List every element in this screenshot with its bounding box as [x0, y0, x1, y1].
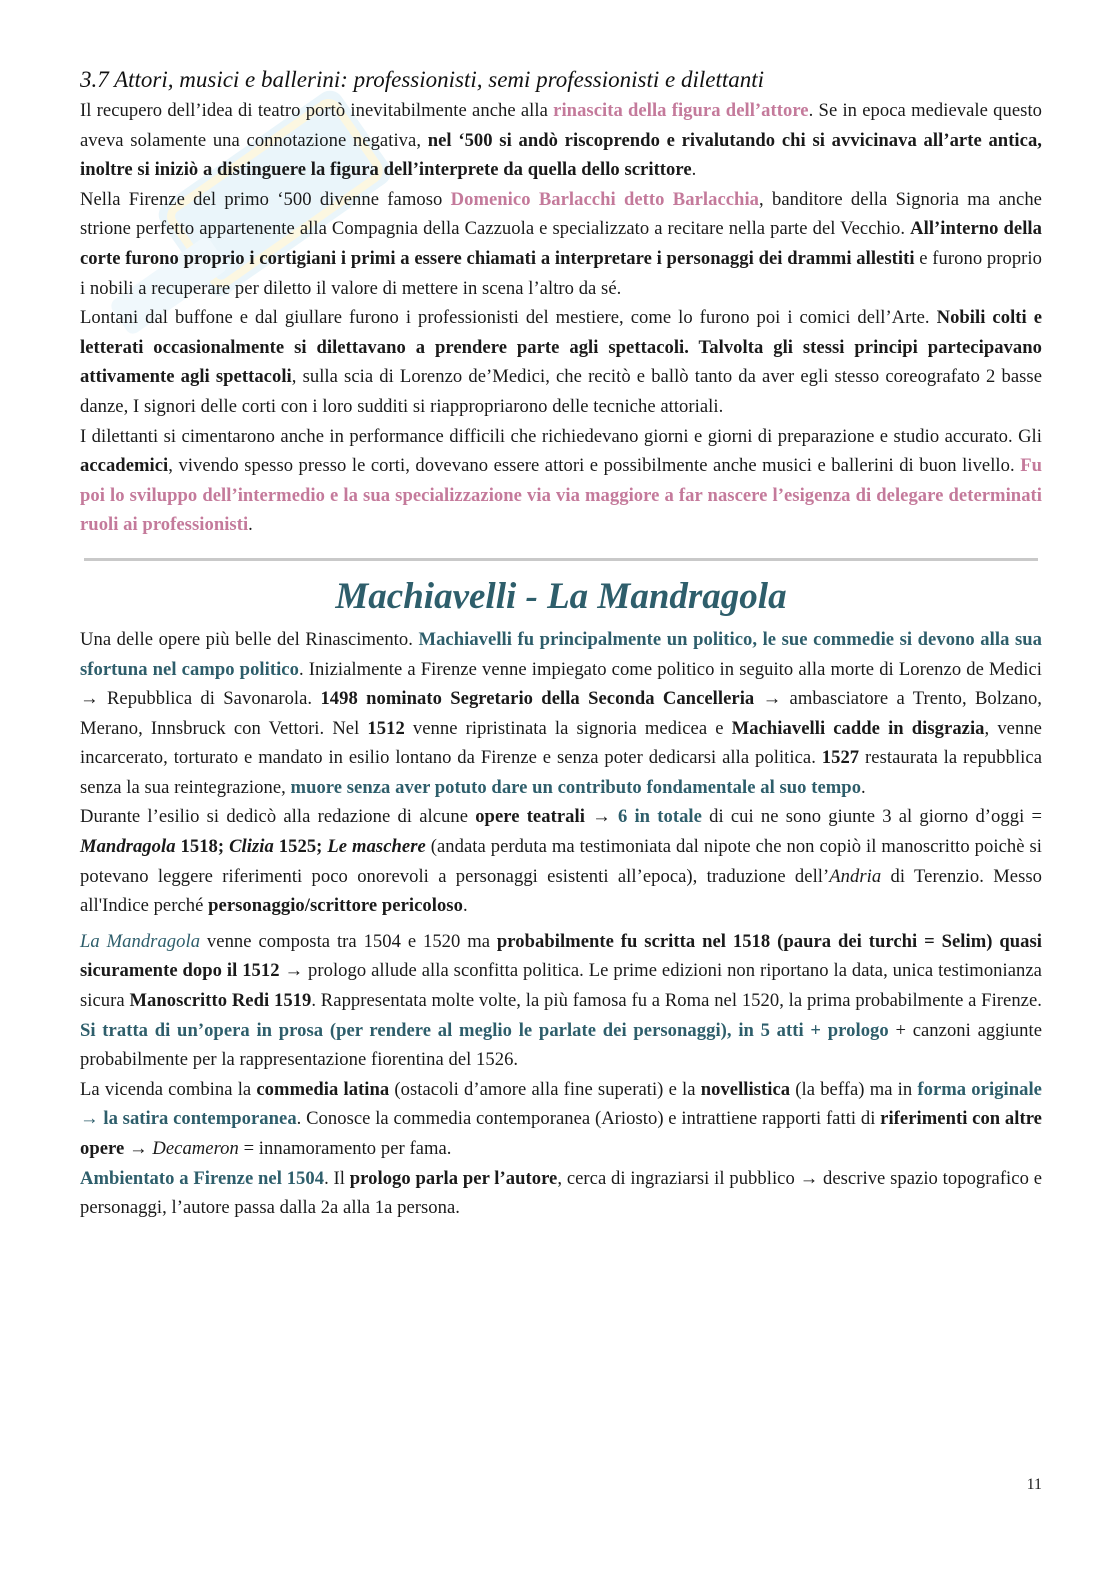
paragraph — [80, 96, 1042, 185]
text-run: Manoscritto Redi 1519 — [129, 990, 312, 1012]
text-run: . — [861, 776, 866, 798]
text-run: accademici — [80, 455, 169, 477]
text-run: → ambasciatore a Trento, Bolzano, Merano, Innsbruck con Vettori. Nel — [80, 688, 1042, 739]
text-run: . — [691, 159, 697, 181]
text-run: Domenico Barlacchi detto Barlacchia — [450, 188, 760, 210]
text-run: probabilmente fu scritta nel 1518 (paura dei turchi = Selim) quasi sicuramente dopo il 1512 — [80, 930, 1043, 982]
text-run: → — [584, 806, 618, 828]
text-run: Fu poi lo sviluppo dell’intermedio e la sua specializzazione via via maggiore a far nascere l’esigenza di delegare determinati ruoli ai professionisti — [80, 455, 1042, 536]
paragraph — [80, 422, 1042, 540]
paragraph — [80, 625, 1042, 803]
text-run: . Rappresentata molte volte, la più famosa fu a Roma nel 1520, la prima probabilmente a Firenze. — [311, 990, 1042, 1012]
text-run: La vicenda combina la — [80, 1078, 257, 1100]
text-run: rinascita della figura dell’attore — [553, 100, 809, 121]
text-run: nel ‘500 si andò riscoprendo e rivalutando chi si avvicinava all’arte antica, inoltre si iniziò a distinguere la figura dell’interprete da quella dello scrittore — [80, 129, 1042, 181]
text-run: Una delle opere più belle del Rinascimento. — [80, 628, 419, 650]
text-run: , vivendo spesso presso le corti, dovevano essere attori e possibilmente anche musici e ballerini di buon livello. — [168, 455, 1021, 477]
text-run: Andria — [829, 865, 882, 887]
section-divider — [84, 558, 1038, 561]
paragraph — [80, 1075, 1042, 1164]
text-run: Machiavelli fu principalmente un politico, le sue commedie si devono alla sua sfortuna nel campo politico — [80, 628, 1042, 680]
document-page — [80, 64, 1042, 1223]
text-run: 1525; — [273, 836, 328, 858]
text-run: 1527 — [821, 747, 860, 769]
text-run: , venne incarcerato, torturato e mandato in esilio lontano da Firenze e senza poter dedicarsi alla politica. — [80, 717, 1042, 769]
paragraph — [80, 185, 1042, 303]
text-run: (ostacoli d’amore alla fine superati) e la — [389, 1078, 701, 1100]
text-run: Lontani dal buffone e dal giullare furono i professionisti del mestiere, come lo furono poi i comici dell’Arte. — [80, 307, 937, 329]
text-run: Si tratta di un’opera in prosa (per rendere al meglio le parlate dei personaggi), in 5 atti + prologo — [80, 1019, 889, 1041]
text-run: . Il — [324, 1167, 350, 1189]
text-run: + canzoni aggiunte probabilmente per la rappresentazione fiorentina del 1526. — [80, 1019, 1042, 1071]
text-run: 1512 — [367, 717, 405, 739]
text-run: → prologo allude alla sconfitta politica. Le prime edizioni non riportano la data, unica testimonianza sicura — [80, 960, 1042, 1012]
text-run: opere teatrali — [475, 806, 585, 828]
text-run: , banditore della Signoria ma anche strione perfetto appartenente alla Compagnia della Cazzuola e specializzato a recitare nella parte del Vecchio. — [80, 188, 1042, 240]
text-run: Clizia — [229, 836, 274, 858]
text-run: Il recupero dell’idea di teatro portò inevitabilmente anche alla — [80, 100, 554, 121]
text-run: 1498 nominato Segretario della Seconda Cancelleria — [320, 688, 755, 710]
text-run: di cui ne sono giunte 3 al giorno d’oggi = — [701, 806, 1043, 828]
paragraph — [80, 303, 1042, 421]
text-run: , cerca di ingraziarsi il pubblico → descrive spazio topografico e personaggi, l’autore passa dalla 2a alla 1a persona. — [80, 1167, 1042, 1219]
text-run: I dilettanti si cimentarono anche in performance difficili che richiedevano giorni e giorni di preparazione e studio accurato. Gli — [80, 425, 1042, 447]
text-run: All’interno della corte furono proprio i cortigiani i primi a essere chiamati a interpretare i personaggi dei drammi allestiti — [80, 218, 1042, 269]
text-run: novellistica — [700, 1078, 791, 1100]
text-run: Durante l’esilio si dedicò alla redazione di alcune — [80, 806, 476, 828]
text-run: → — [124, 1138, 153, 1159]
text-run: (andata perduta ma testimoniata dal nipote che non copiò il manoscritto poichè si potevano leggere riferimenti poco onorevoli a personaggi esistenti all’epoca), traduzione dell’ — [80, 836, 1042, 887]
text-run: riferimenti con altre opere — [80, 1108, 1042, 1159]
text-run: Mandragola — [80, 836, 176, 858]
text-run: . — [248, 514, 253, 536]
text-run: venne composta tra 1504 e 1520 ma — [200, 930, 497, 952]
paragraph — [80, 927, 1042, 1075]
text-run: restaurata la repubblica senza la sua reintegrazione, — [80, 747, 1043, 798]
text-run: . Inizialmente a Firenze venne impiegato come politico in seguito alla morte di Lorenzo de Medici → Repubblica di Savonarola. — [80, 658, 1042, 710]
text-run: . Se in epoca medievale questo aveva solamente una connotazione negativa, — [80, 100, 1043, 151]
text-run: (la beffa) ma in — [790, 1078, 918, 1100]
section-title: 3.7 Attori, musici e ballerini: professionisti, semi professionisti e dilettanti — [80, 67, 765, 92]
page-number: 11 — [1026, 1476, 1042, 1493]
text-run: 1518; — [175, 836, 230, 858]
text-run: prologo parla per l’autore — [349, 1167, 558, 1189]
text-run: commedia latina — [256, 1078, 390, 1100]
text-run: La Mandragola — [80, 930, 201, 952]
text-run: 6 in totale — [617, 806, 702, 828]
text-run: Nella Firenze del primo ‘500 divenne famoso — [80, 188, 451, 210]
text-run: muore senza aver potuto dare un contributo fondamentale al suo tempo — [290, 776, 862, 798]
text-run: Ambientato a Firenze nel 1504 — [80, 1167, 325, 1189]
text-run: Machiavelli cadde in disgrazia — [731, 717, 985, 739]
text-run: Le maschere — [327, 836, 426, 858]
text-run: . — [462, 895, 468, 917]
text-run: venne ripristinata la signoria medicea e — [404, 717, 732, 739]
text-run: . Conosce la commedia contemporanea (Ariosto) e intrattiene rapporti fatti di — [296, 1108, 881, 1130]
chapter-title: Machiavelli - La Mandragola — [335, 575, 787, 617]
text-run: forma originale → la satira contemporanea — [80, 1078, 1042, 1130]
text-run: Nobili colti e letterati occasionalmente si dilettavano a prendere parte agli spettacoli. Talvolta gli stessi principi partecipavano attivamente agli spettacoli — [80, 307, 1042, 388]
text-run: e furono proprio i nobili a recuperare per diletto il valore di mettere in scena l’altro da sé. — [80, 247, 1042, 299]
text-run: = innamoramento per fama. — [238, 1138, 452, 1159]
text-run: Decameron — [152, 1138, 239, 1159]
text-run: , sulla scia di Lorenzo de’Medici, che recitò e ballò tanto da aver egli stesso coreografato 2 basse danze, I signori delle corti con i loro sudditi si riappropriarono delle tecniche attoriali. — [80, 366, 1043, 417]
paragraph — [80, 1164, 1042, 1223]
text-run: di Terenzio. Messo all'Indice perché — [80, 865, 1043, 917]
paragraph — [80, 802, 1042, 920]
text-run: personaggio/scrittore pericoloso — [208, 895, 463, 917]
